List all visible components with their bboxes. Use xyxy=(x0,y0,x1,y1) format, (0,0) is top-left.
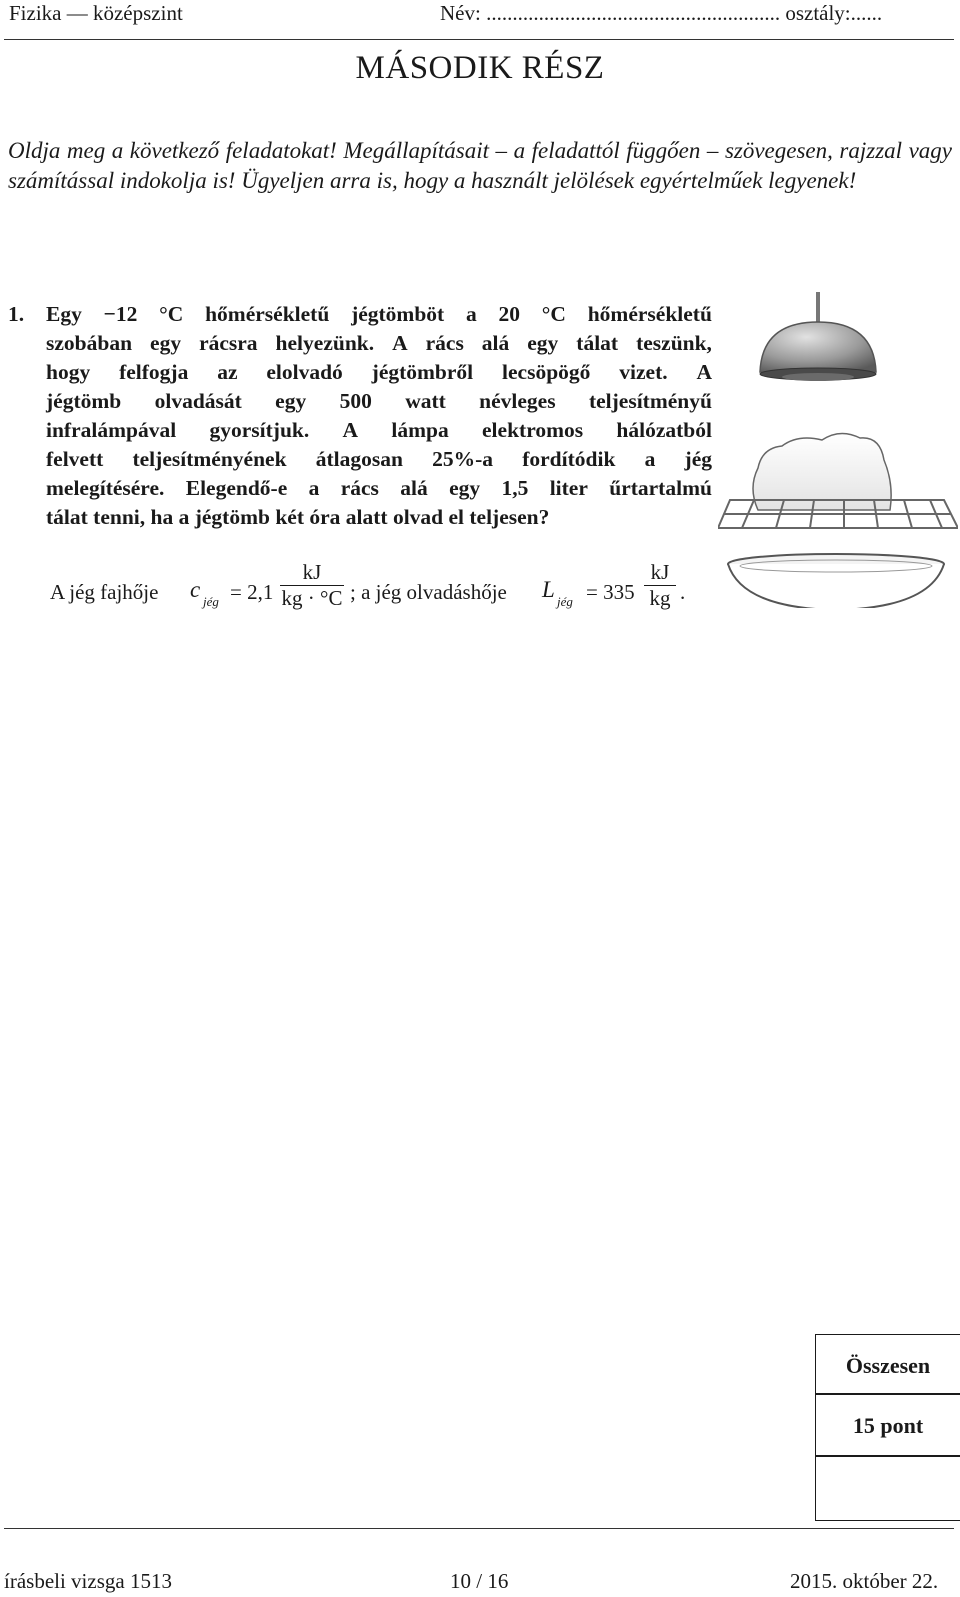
latent-heat-symbol: L xyxy=(542,577,555,602)
task-text xyxy=(46,300,712,532)
instructions-text: Oldja meg a következő feladatokat! Megállapításait – a feladattól függően – szövegesen, rajzzal vagy számítással indokolja is! Ügyeljen arra is, hogy a használt jelölések egyértelműek legyenek! xyxy=(8,138,952,193)
header-divider xyxy=(4,39,954,40)
given-data-formula xyxy=(50,556,750,636)
formula-intro: A jég fajhője xyxy=(50,580,159,604)
task-line: tálat tenni, ha a jégtömb két óra alatt olvad el teljesen? xyxy=(46,505,550,529)
footer-exam-code: írásbeli vizsga 1513 xyxy=(4,1569,172,1593)
task-line: felvett teljesítményének átlagosan 25%-a fordítódik a jég xyxy=(46,447,712,471)
unit-numerator: kJ xyxy=(302,560,322,584)
footer-date: 2015. október 22. xyxy=(790,1569,939,1593)
task-line: jégtömb olvadását egy 500 watt névleges teljesítményű xyxy=(46,389,712,413)
footer-page-number: 10 / 16 xyxy=(450,1569,509,1593)
page-title: MÁSODIK RÉSZ xyxy=(355,50,605,86)
score-box xyxy=(815,1334,960,1521)
specific-heat-value: = 2,1 xyxy=(230,580,274,604)
header-name-field: Név: ........................................................ osztály:...... xyxy=(440,1,883,25)
score-entry-field[interactable] xyxy=(816,1457,960,1517)
unit-numerator: kJ xyxy=(650,560,670,584)
latent-heat-unit xyxy=(644,560,676,611)
latent-heat-subscript: jég xyxy=(557,594,573,609)
task-line: szobában egy rácsra helyezünk. A rács alá egy tálat teszünk, xyxy=(46,331,712,355)
footer-divider xyxy=(4,1528,954,1529)
bowl-icon xyxy=(728,554,944,608)
unit-denominator: kg · °C xyxy=(281,586,343,610)
task-number: 1. xyxy=(8,302,25,326)
specific-heat-unit xyxy=(280,560,344,611)
latent-heat-value: = 335 xyxy=(586,580,635,604)
specific-heat-subscript: jég xyxy=(203,594,219,609)
page-header xyxy=(0,0,960,44)
task-line: infralámpával gyorsítjuk. A lámpa elektromos hálózatból xyxy=(46,418,712,442)
specific-heat-symbol: c xyxy=(190,577,201,602)
formula-end: . xyxy=(680,580,686,604)
task-line: hogy felfogja az elolvadó jégtömbről lecsöpögő vizet. A xyxy=(46,360,712,384)
score-points: 15 pont xyxy=(852,1413,924,1438)
task-line: melegítésére. Elegendő-e a rács alá egy 1,5 liter űrtartalmú xyxy=(46,476,712,500)
formula-separator: ; a jég olvadáshője xyxy=(350,580,507,604)
infrared-lamp-icon xyxy=(760,292,876,381)
lamp-ice-bowl-illustration xyxy=(718,288,958,608)
score-divider xyxy=(816,1393,960,1395)
header-subject: Fizika — középszint xyxy=(9,1,183,25)
unit-denominator: kg xyxy=(649,586,671,610)
score-total-label: Összesen xyxy=(845,1353,931,1378)
task-line: Egy −12 °C hőmérsékletű jégtömböt a 20 °C hőmérsékletű xyxy=(46,302,712,326)
ice-block-icon xyxy=(753,433,891,510)
